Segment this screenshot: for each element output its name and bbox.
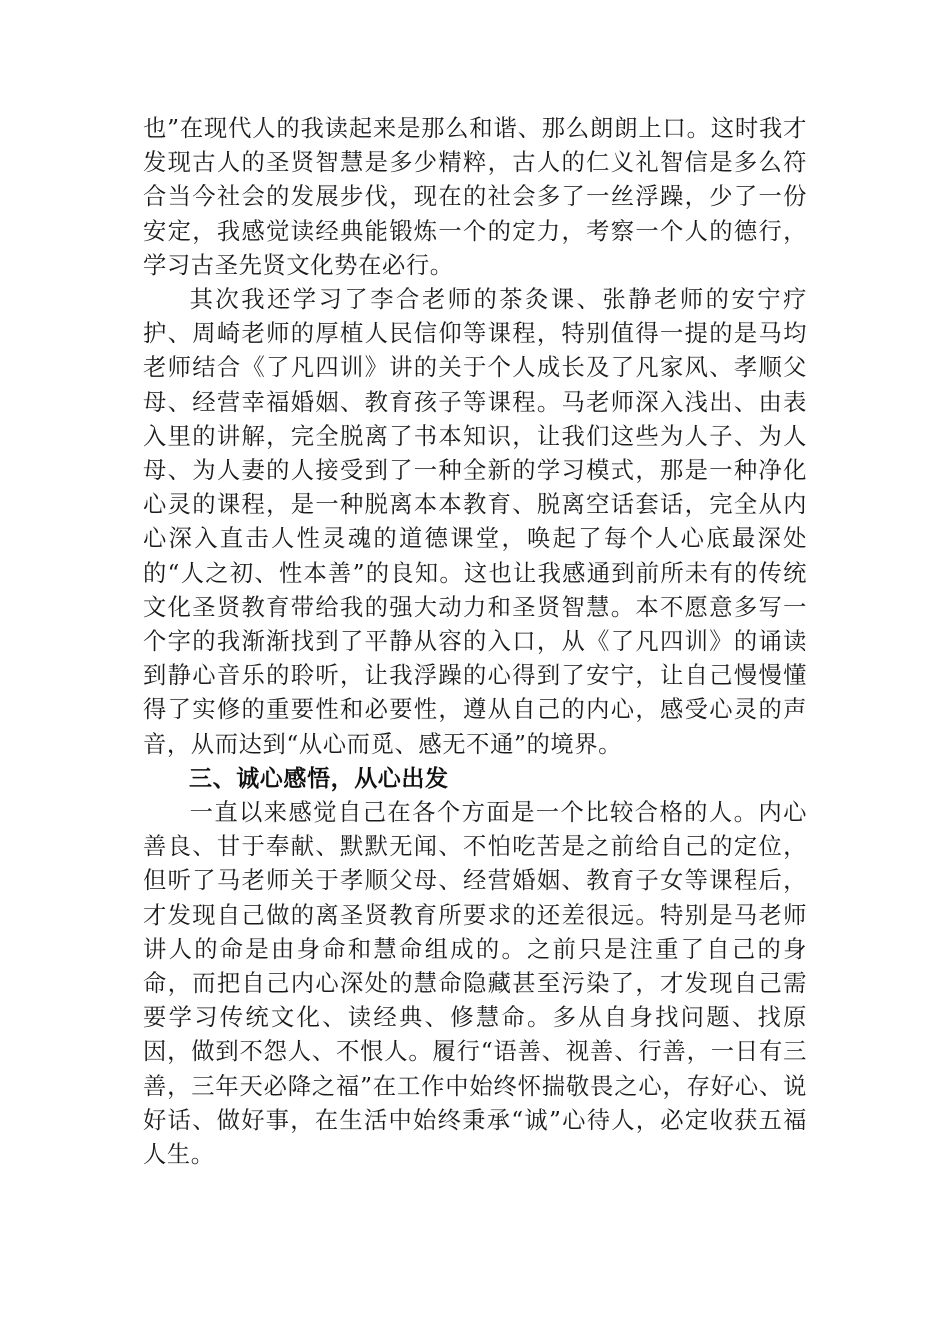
document-page <box>143 112 807 1172</box>
paragraph-continuation: 也”在现代人的我读起来是那么和谐、那么朗朗上口。这时我才发现古人的圣贤智慧是多少精粹，古人的仁义礼智信是多么符合当今社会的发展步伐，现在的社会多了一丝浮躁，少了一份安定，我感觉读经典能锻炼一个的定力，考察一个人的德行，学习古圣先贤文化势在必行。 <box>143 115 807 279</box>
paragraph-reflection: 一直以来感觉自己在各个方面是一个比较合格的人。内心善良、甘于奉献、默默无闻、不怕吃苦是之前给自己的定位，但听了马老师关于孝顺父母、经营婚姻、教育子女等课程后，才发现自己做的离圣贤教育所要求的还差很远。特别是马老师讲人的命是由身命和慧命组成的。之前只是注重了自己的身命，而把自己内心深处的慧命隐藏甚至污染了，才发现自己需要学习传统文化、读经典、修慧命。多从自身找问题、找原因，做到不怨人、不恨人。履行“语善、视善、行善，一日有三善，三年天必降之福”在工作中始终怀揣敬畏之心，存好心、说好话、做好事，在生活中始终秉承“诚”心待人，必定收获五福人生。 <box>143 799 807 1169</box>
section-heading-3: 三、诚心感悟，从心出发 <box>189 765 449 792</box>
paragraph-courses: 其次我还学习了李合老师的茶灸课、张静老师的安宁疗护、周崎老师的厚植人民信仰等课程，特别值得一提的是马均老师结合《了凡四训》讲的关于个人成长及了凡家风、孝顺父母、经营幸福婚姻、教育孩子等课程。马老师深入浅出、由表入里的讲解，完全脱离了书本知识，让我们这些为人子、为人母、为人妻的人接受到了一种全新的学习模式，那是一种净化心灵的课程，是一种脱离本本教育、脱离空话套话，完全从内心深入直击人性灵魂的道德课堂，唤起了每个人心底最深处的“人之初、性本善”的良知。这也让我感通到前所未有的传统文化圣贤教育带给我的强大动力和圣贤智慧。本不愿意多写一个字的我渐渐找到了平静从容的入口，从《了凡四训》的诵读到静心音乐的聆听，让我浮躁的心得到了安宁，让自己慢慢懂得了实修的重要性和必要性，遵从自己的内心，感受心灵的声音，从而达到“从心而觅、感无不通”的境界。 <box>143 286 807 758</box>
